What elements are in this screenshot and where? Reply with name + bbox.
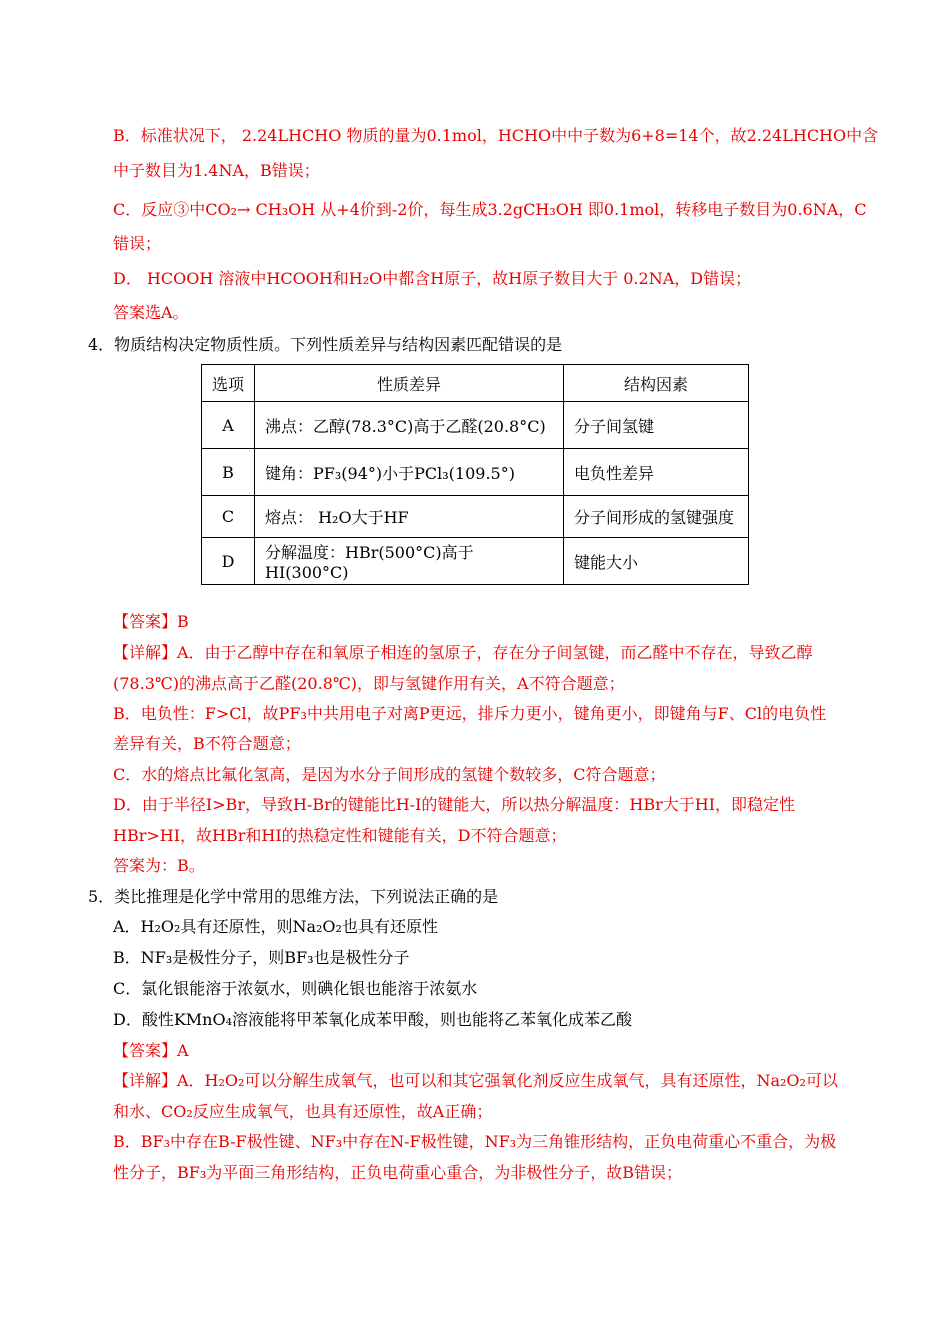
q5-explanation-line2: 和水、CO₂反应生成氧气，也具有还原性，故A正确； (113, 1102, 493, 1121)
q4-final-answer: 答案为：B。 (113, 856, 205, 875)
q4-explanation-line4: 差异有关，B不符合题意； (113, 734, 301, 753)
q4-explanation-line5: C．水的熔点比氟化氢高，是因为水分子间形成的氢键个数较多，C符合题意； (113, 765, 666, 784)
row-option: D (202, 538, 255, 585)
table-row (202, 449, 749, 496)
row-factor: 键能大小 (564, 538, 749, 585)
q5-stem: 5．类比推理是化学中常用的思维方法，下列说法正确的是 (88, 887, 499, 906)
row-factor: 分子间形成的氢键强度 (564, 496, 749, 538)
q3-explanation-b-line1: B．标准状况下， 2.24LHCHO 物质的量为0.1mol，HCHO中中子数为6+8=14个，故2.24LHCHO中含 (113, 126, 879, 145)
q4-explanation-line2: (78.3℃)的沸点高于乙醛(20.8℃)，即与氢键作用有关，A不符合题意； (113, 674, 625, 693)
row-difference: 熔点： H₂O大于HF (255, 496, 564, 538)
q3-explanation-c-line2: 错误； (113, 234, 162, 253)
q4-table (201, 364, 749, 585)
q4-answer: 【答案】B (113, 612, 189, 631)
table-row (202, 402, 749, 449)
q5-option-d: D．酸性KMnO₄溶液能将甲苯氧化成苯甲酸，则也能将乙苯氧化成苯乙酸 (113, 1010, 633, 1029)
q4-explanation-line6: D．由于半径I>Br，导致H-Br的键能比H-I的键能大，所以热分解温度：HBr大于HI，即稳定性 (113, 795, 796, 814)
q5-explanation-line1: 【详解】A．H₂O₂可以分解生成氧气，也可以和其它强氧化剂反应生成氧气，具有还原性，Na₂O₂可以 (113, 1071, 838, 1090)
q4-stem: 4．物质结构决定物质性质。下列性质差异与结构因素匹配错误的是 (88, 335, 563, 354)
row-factor: 分子间氢键 (564, 402, 749, 449)
q5-option-a: A．H₂O₂具有还原性，则Na₂O₂也具有还原性 (113, 917, 438, 936)
q3-explanation-d-line: D． HCOOH 溶液中HCOOH和H₂O中都含H原子，故H原子数目大于 0.2NA，D错误； (113, 269, 752, 288)
row-difference: 分解温度：HBr(500°C)高于HI(300°C) (255, 538, 564, 585)
row-difference: 沸点：乙醇(78.3°C)高于乙醛(20.8°C) (255, 402, 564, 449)
q5-option-b: B．NF₃是极性分子，则BF₃也是极性分子 (113, 948, 410, 967)
q3-explanation-b-line2: 中子数目为1.4NA，B错误； (113, 161, 320, 180)
row-option: A (202, 402, 255, 449)
header-property-difference: 性质差异 (255, 365, 564, 402)
row-option: B (202, 449, 255, 496)
header-structural-factor: 结构因素 (564, 365, 749, 402)
q5-answer: 【答案】A (113, 1041, 189, 1060)
q3-answer: 答案选A。 (113, 303, 189, 322)
row-difference: 键角：PF₃(94°)小于PCl₃(109.5°) (255, 449, 564, 496)
table-header-row (202, 365, 749, 402)
header-option: 选项 (202, 365, 255, 402)
q3-explanation-c-line1: C．反应③中CO₂→ CH₃OH 从+4价到-2价，每生成3.2gCH₃OH 即0.1mol，转移电子数目为0.6NA，C (113, 200, 867, 219)
q5-explanation-line3: B．BF₃中存在B-F极性键、NF₃中存在N-F极性键，NF₃为三角锥形结构，正负电荷重心不重合，为极 (113, 1132, 837, 1151)
q4-explanation-line3: B．电负性：F>Cl，故PF₃中共用电子对离P更远，排斥力更小，键角更小，即键角与F、Cl的电负性 (113, 704, 827, 723)
q4-explanation-line7: HBr>HI，故HBr和HI的热稳定性和键能有关，D不符合题意； (113, 826, 567, 845)
table-row (202, 496, 749, 538)
table-row (202, 538, 749, 585)
row-option: C (202, 496, 255, 538)
row-factor: 电负性差异 (564, 449, 749, 496)
q4-explanation-line1: 【详解】A．由于乙醇中存在和氧原子相连的氢原子，存在分子间氢键，而乙醛中不存在，导致乙醇 (113, 643, 813, 662)
q5-explanation-line4: 性分子，BF₃为平面三角形结构，正负电荷重心重合，为非极性分子，故B错误； (113, 1163, 683, 1182)
q5-option-c: C．氯化银能溶于浓氨水，则碘化银也能溶于浓氨水 (113, 979, 478, 998)
